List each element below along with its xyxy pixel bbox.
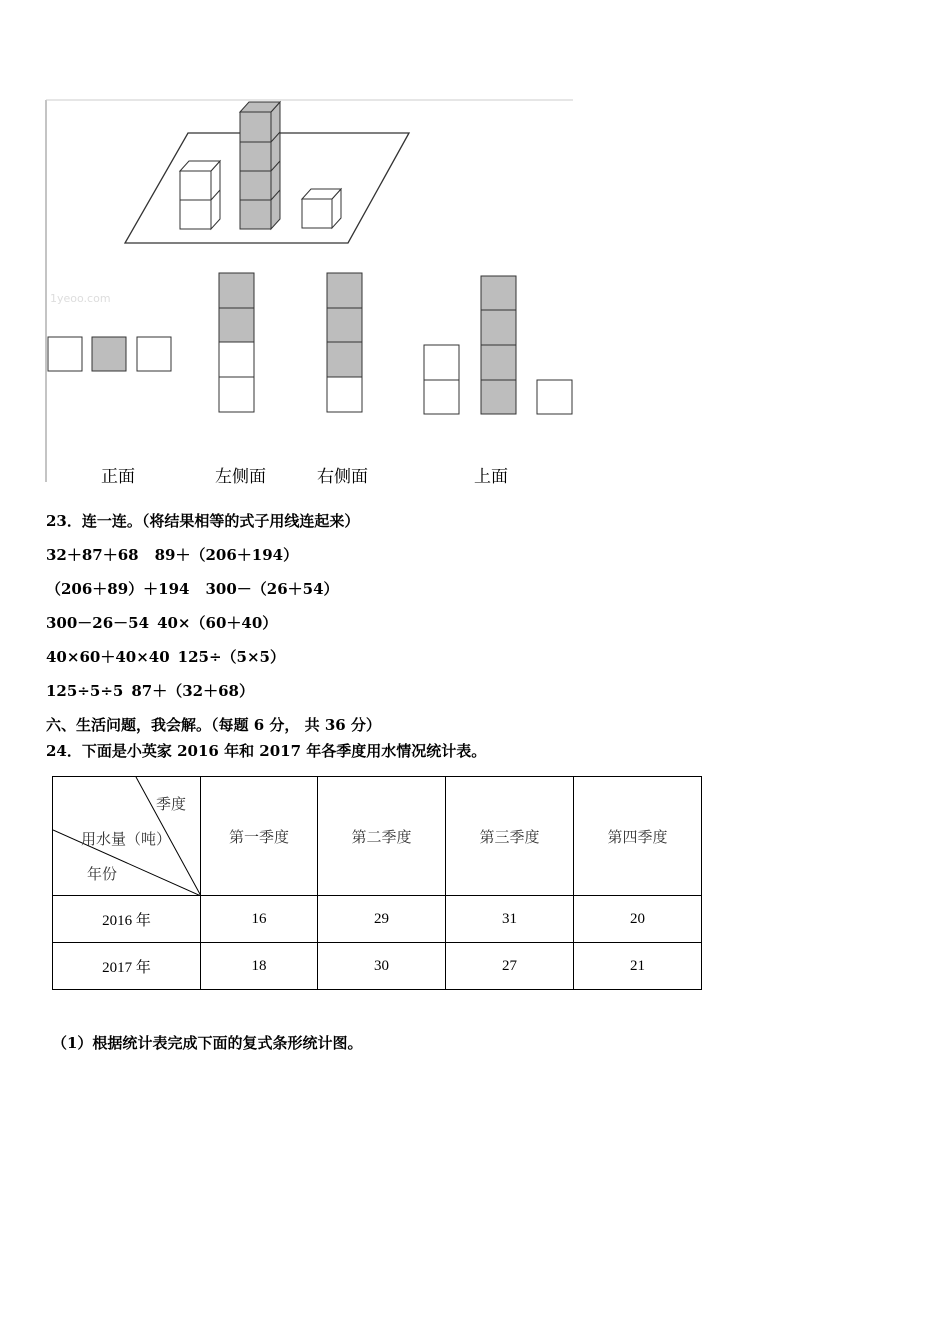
label-right-side: 右侧面 <box>317 467 368 487</box>
watermark: 1yeoo.com <box>50 292 111 305</box>
q23-left-1: 32＋87＋68 <box>46 546 139 564</box>
right-side-view <box>327 273 362 412</box>
corner-label-usage: 用水量（吨） <box>81 830 172 848</box>
header-q4: 第四季度 <box>574 777 702 896</box>
q23-row-2 <box>46 578 339 599</box>
table-row <box>53 943 702 990</box>
cell-2016-q3: 31 <box>446 896 574 943</box>
row-year-2016: 2016 年 <box>53 896 201 943</box>
q23-row-4 <box>46 646 285 667</box>
q24-sub1: （1）根据统计表完成下面的复式条形统计图。 <box>52 1034 363 1052</box>
left-side-view <box>219 273 254 412</box>
cell-2016-q2: 29 <box>318 896 446 943</box>
header-q3: 第三季度 <box>446 777 574 896</box>
cell-2016-q1: 16 <box>201 896 318 943</box>
corner-label-year: 年份 <box>87 865 118 883</box>
q23-row-1 <box>46 544 298 565</box>
stack-middle <box>240 102 280 229</box>
front-view <box>48 337 171 371</box>
cube-figure-svg <box>0 0 950 500</box>
q23-right-1: 89＋（206＋194） <box>154 546 299 564</box>
q23-left-4: 40×60＋40×40 <box>46 648 170 666</box>
label-front: 正面 <box>101 467 135 487</box>
stack-left <box>180 161 220 229</box>
cell-2017-q2: 30 <box>318 943 446 990</box>
q23-title: 23．连一连。（将结果相等的式子用线连起来） <box>46 512 360 530</box>
row-year-2017: 2017 年 <box>53 943 201 990</box>
q23-right-5: 87＋（32＋68） <box>131 682 254 700</box>
header-q2: 第二季度 <box>318 777 446 896</box>
table-header-row <box>53 777 702 896</box>
stack-right <box>302 189 341 228</box>
corner-label-season: 季度 <box>156 795 187 813</box>
header-q1: 第一季度 <box>201 777 318 896</box>
q23-right-4: 125÷（5×5） <box>177 648 285 666</box>
cell-2017-q3: 27 <box>446 943 574 990</box>
table-row <box>53 896 702 943</box>
water-usage-table <box>52 776 702 990</box>
q23-left-5: 125÷5÷5 <box>46 682 124 700</box>
cube-views-figure <box>0 0 950 500</box>
top-view <box>424 276 572 414</box>
q23-row-5 <box>46 680 254 701</box>
q23-row-3 <box>46 612 277 633</box>
label-top: 上面 <box>474 467 508 487</box>
table-corner-cell <box>53 777 201 896</box>
cell-2017-q1: 18 <box>201 943 318 990</box>
q23-left-2: （206＋89）＋194 <box>46 580 190 598</box>
q23-right-2: 300－（26＋54） <box>205 580 339 598</box>
section6-title: 六、生活问题，我会解。（每题 6 分， 共 36 分） <box>46 716 381 734</box>
q24-title: 24．下面是小英家 2016 年和 2017 年各季度用水情况统计表。 <box>46 742 487 760</box>
label-left-side: 左侧面 <box>215 467 266 487</box>
cell-2017-q4: 21 <box>574 943 702 990</box>
cell-2016-q4: 20 <box>574 896 702 943</box>
q23-right-3: 40×（60＋40） <box>157 614 278 632</box>
q23-left-3: 300－26－54 <box>46 614 150 632</box>
